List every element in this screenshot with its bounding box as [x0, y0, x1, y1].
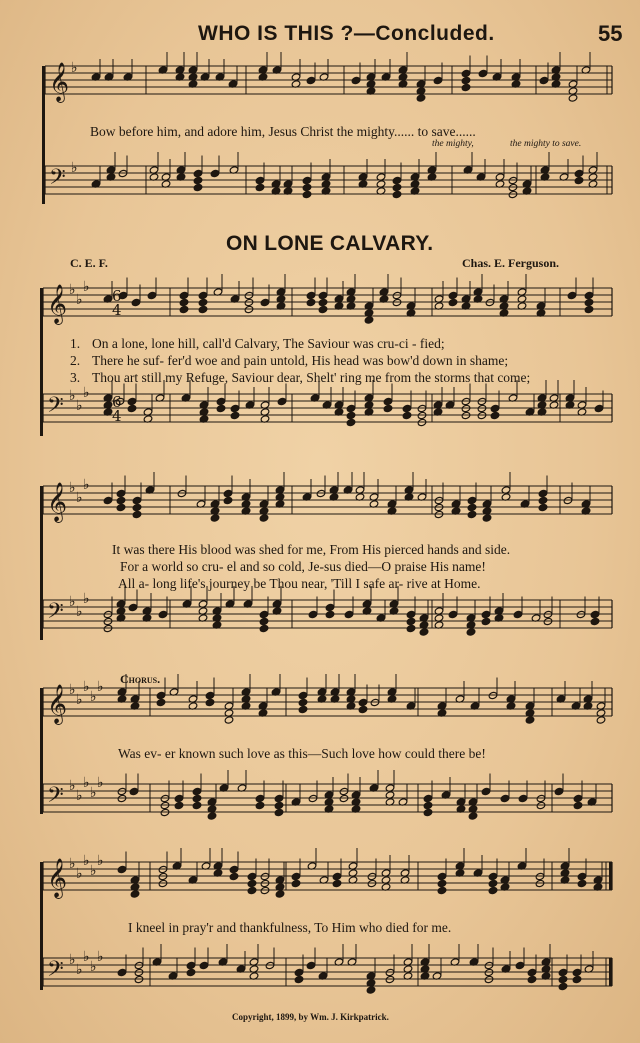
quarter-note [306, 291, 316, 299]
quarter-note [419, 628, 429, 636]
quarter-note [461, 83, 471, 91]
final-barline [609, 958, 612, 986]
quarter-note [572, 968, 582, 976]
quarter-note [358, 705, 368, 713]
prev-hymn-lyric: Bow before him, and adore him, Jesus Christ the mighty...... to save...... [90, 124, 476, 139]
prev-hymn-echo-2: the mighty to save. [510, 139, 582, 149]
quarter-note [572, 975, 582, 983]
key-signature-flat-icon: ♭ [76, 292, 83, 308]
quarter-note [364, 316, 374, 324]
quarter-note [132, 503, 142, 511]
quarter-note [467, 503, 477, 511]
time-signature-top: 6 [112, 287, 122, 305]
treble-clef-icon: 𝄞 [47, 858, 68, 898]
quarter-note [515, 961, 525, 969]
quarter-note [193, 176, 203, 184]
quarter-note [318, 291, 328, 299]
quarter-note [198, 291, 208, 299]
quarter-note [573, 801, 583, 809]
key-signature-flat-icon: ♭ [76, 604, 83, 620]
quarter-note [192, 801, 202, 809]
quarter-note [478, 69, 488, 77]
quarter-note [306, 76, 316, 84]
bass-clef-icon: 𝄢 [47, 957, 64, 987]
quarter-note [482, 514, 492, 522]
quarter-note [247, 886, 257, 894]
quarter-note [518, 794, 528, 802]
bass-clef-icon: 𝄢 [47, 599, 64, 629]
quarter-note [223, 489, 233, 497]
quarter-note [255, 176, 265, 184]
quarter-note [179, 298, 189, 306]
key-signature-flat-icon: ♭ [83, 775, 90, 791]
quarter-note [481, 610, 491, 618]
chorus-line-1: Was ev- er known such love as this—Such love how could there be! [118, 746, 486, 761]
verse-text: Thou art still my Refuge, Saviour dear, Shelt' ring me from the storms that come; [92, 370, 531, 385]
quarter-note [298, 698, 308, 706]
key-signature-flat-icon: ♭ [69, 778, 76, 794]
key-signature-flat-icon: ♭ [83, 679, 90, 695]
quarter-note [346, 404, 356, 412]
key-signature-flat-icon: ♭ [83, 591, 90, 607]
quarter-note [481, 617, 491, 625]
quarter-note [132, 510, 142, 518]
key-signature-flat-icon: ♭ [83, 853, 90, 869]
quarter-note [205, 698, 215, 706]
key-signature-flat-icon: ♭ [97, 853, 104, 869]
key-signature-flat-icon: ♭ [76, 866, 83, 882]
key-signature-flat-icon: ♭ [83, 279, 90, 295]
quarter-note [259, 514, 269, 522]
quarter-note [116, 489, 126, 497]
verse-2-line-1 [70, 353, 508, 369]
quarter-note [525, 716, 535, 724]
half-note [596, 716, 606, 724]
key-signature-flat-icon: ♭ [97, 679, 104, 695]
quarter-note [116, 496, 126, 504]
quarter-note [216, 397, 226, 405]
quarter-note [461, 76, 471, 84]
quarter-note [129, 787, 139, 795]
quarter-note [423, 794, 433, 802]
key-signature-flat-icon: ♭ [97, 949, 104, 965]
key-signature-flat-icon: ♭ [69, 682, 76, 698]
quarter-note [186, 968, 196, 976]
quarter-note [128, 603, 138, 611]
quarter-note [346, 411, 356, 419]
key-signature-flat-icon: ♭ [76, 398, 83, 414]
quarter-note [538, 496, 548, 504]
quarter-note [437, 872, 447, 880]
quarter-note [302, 190, 312, 198]
quarter-note [488, 879, 498, 887]
quarter-note [255, 183, 265, 191]
quarter-note [358, 698, 368, 706]
quarter-note [468, 812, 478, 820]
quarter-note [294, 968, 304, 976]
quarter-note [527, 968, 537, 976]
quarter-note [584, 305, 594, 313]
treble-clef-icon: 𝄞 [47, 482, 68, 522]
key-signature-flat-icon: ♭ [69, 856, 76, 872]
quarter-note [127, 404, 137, 412]
half-note [568, 94, 578, 102]
quarter-note [416, 94, 426, 102]
verse-number: 2. [70, 353, 81, 368]
quarter-note [174, 801, 184, 809]
quarter-note [156, 691, 166, 699]
quarter-note [584, 291, 594, 299]
quarter-note [577, 872, 587, 880]
quarter-note [574, 169, 584, 177]
key-signature-flat-icon: ♭ [90, 689, 97, 705]
quarter-note [179, 305, 189, 313]
quarter-note [205, 691, 215, 699]
quarter-note [158, 610, 168, 618]
quarter-note [198, 298, 208, 306]
quarter-note [567, 291, 577, 299]
key-signature-flat-icon: ♭ [83, 949, 90, 965]
key-signature-flat-icon: ♭ [69, 388, 76, 404]
quarter-note [259, 610, 269, 618]
quarter-note [132, 496, 142, 504]
quarter-note [275, 890, 285, 898]
quarter-note [423, 801, 433, 809]
bass-clef-icon: 𝄢 [47, 783, 64, 813]
quarter-note [306, 298, 316, 306]
quarter-note [207, 812, 217, 820]
verse-number: 1. [70, 336, 81, 351]
quarter-note [406, 610, 416, 618]
quarter-note [255, 794, 265, 802]
quarter-note [223, 496, 233, 504]
quarter-note [448, 298, 458, 306]
key-signature-flat-icon: ♭ [76, 788, 83, 804]
key-signature-flat-icon: ♭ [97, 775, 104, 791]
verse-3-line-2: All a- long life's journey be Thou near, 'Till I safe ar- rive at Home. [118, 576, 481, 591]
quarter-note [255, 801, 265, 809]
quarter-note [527, 975, 537, 983]
composer-name: Chas. E. Ferguson. [462, 256, 560, 270]
quarter-note [298, 705, 308, 713]
verse-1-line-1 [70, 336, 445, 352]
quarter-note [247, 872, 257, 880]
quarter-note [318, 305, 328, 313]
quarter-note [260, 298, 270, 306]
quarter-note [229, 872, 239, 880]
quarter-note [392, 190, 402, 198]
quarter-note [216, 404, 226, 412]
quarter-note [259, 617, 269, 625]
quarter-note [274, 801, 284, 809]
key-signature-flat-icon: ♭ [71, 160, 78, 176]
bass-clef-icon: 𝄢 [49, 165, 66, 195]
time-signature-top: 6 [112, 393, 122, 411]
quarter-note [306, 961, 316, 969]
quarter-note [406, 624, 416, 632]
quarter-note [186, 961, 196, 969]
verse-text: On a lone, lone hill, call'd Calvary, The Saviour was cru-ci - fied; [92, 336, 445, 351]
treble-clef-icon: 𝄞 [49, 62, 70, 102]
quarter-note [210, 514, 220, 522]
quarter-note [437, 879, 447, 887]
quarter-note [291, 879, 301, 887]
quarter-note [488, 886, 498, 894]
quarter-note [302, 176, 312, 184]
key-signature-flat-icon: ♭ [69, 282, 76, 298]
quarter-note [277, 397, 287, 405]
quarter-note [274, 808, 284, 816]
quarter-note [131, 298, 141, 306]
chorus-label: Chorus. [120, 672, 161, 686]
quarter-note [298, 691, 308, 699]
quarter-note [247, 879, 257, 887]
quarter-note [590, 610, 600, 618]
key-signature-flat-icon: ♭ [76, 962, 83, 978]
quarter-note [558, 975, 568, 983]
lyricist-initials: C. E. F. [70, 256, 108, 270]
quarter-note [147, 291, 157, 299]
quarter-note [325, 610, 335, 618]
quarter-note [230, 411, 240, 419]
quarter-note [366, 986, 376, 994]
quarter-note [467, 510, 477, 518]
quarter-note [448, 610, 458, 618]
quarter-note [402, 404, 412, 412]
half-note [224, 716, 234, 724]
quarter-note [500, 794, 510, 802]
quarter-note [513, 610, 523, 618]
quarter-note [332, 879, 342, 887]
hymn-title: ON LONE CALVARY. [226, 232, 434, 255]
quarter-note [230, 404, 240, 412]
verse-text: There he suf- fer'd woe and pain untold, His head was bow'd down in shame; [92, 353, 509, 368]
quarter-note [344, 610, 354, 618]
key-signature-flat-icon: ♭ [76, 490, 83, 506]
quarter-note [488, 872, 498, 880]
prev-hymn-echo-1: the mighty, [432, 139, 474, 149]
quarter-note [193, 183, 203, 191]
quarter-note [116, 503, 126, 511]
quarter-note [302, 183, 312, 191]
quarter-note [490, 411, 500, 419]
key-signature-flat-icon: ♭ [83, 477, 90, 493]
quarter-note [229, 865, 239, 873]
verse-3-line-1 [70, 370, 530, 386]
verse-2-line-2: For a world so cru- el and so cold, Je-sus died—O praise His name! [120, 559, 486, 574]
quarter-note [406, 617, 416, 625]
key-signature-flat-icon: ♭ [83, 385, 90, 401]
key-signature-flat-icon: ♭ [69, 952, 76, 968]
quarter-note [103, 496, 113, 504]
quarter-note [590, 617, 600, 625]
quarter-note [199, 961, 209, 969]
time-signature-bottom: 4 [112, 407, 122, 425]
quarter-note [130, 890, 140, 898]
quarter-note [437, 886, 447, 894]
quarter-note [318, 298, 328, 306]
quarter-note [308, 610, 318, 618]
quarter-note [291, 872, 301, 880]
key-signature-flat-icon: ♭ [90, 959, 97, 975]
quarter-note [448, 291, 458, 299]
final-barline [609, 862, 612, 890]
quarter-note [433, 76, 443, 84]
quarter-note [325, 603, 335, 611]
quarter-note [351, 76, 361, 84]
quarter-note [490, 404, 500, 412]
quarter-note [481, 787, 491, 795]
quarter-note [402, 411, 412, 419]
quarter-note [574, 176, 584, 184]
quarter-note [117, 865, 127, 873]
quarter-note [156, 698, 166, 706]
quarter-note [193, 169, 203, 177]
quarter-note [423, 808, 433, 816]
quarter-note [259, 624, 269, 632]
quarter-note [210, 169, 220, 177]
quarter-note [392, 176, 402, 184]
quarter-note [294, 975, 304, 983]
quarter-note [539, 76, 549, 84]
treble-clef-icon: 𝄞 [47, 684, 68, 724]
quarter-note [461, 69, 471, 77]
bass-clef-icon: 𝄢 [47, 393, 64, 423]
quarter-note [558, 968, 568, 976]
quarter-note [584, 298, 594, 306]
quarter-note [192, 787, 202, 795]
key-signature-flat-icon: ♭ [71, 60, 78, 76]
quarter-note [346, 418, 356, 426]
key-signature-flat-icon: ♭ [76, 692, 83, 708]
quarter-note [538, 503, 548, 511]
time-signature-bottom: 4 [112, 301, 122, 319]
quarter-note [192, 794, 202, 802]
key-signature-flat-icon: ♭ [90, 863, 97, 879]
quarter-note [573, 794, 583, 802]
quarter-note [274, 794, 284, 802]
quarter-note [383, 404, 393, 412]
quarter-note [179, 291, 189, 299]
quarter-note [577, 879, 587, 887]
quarter-note [392, 183, 402, 191]
quarter-note [594, 404, 604, 412]
key-signature-flat-icon: ♭ [69, 480, 76, 496]
copyright-notice: Copyright, 1899, by Wm. J. Kirkpatrick. [232, 1012, 389, 1022]
quarter-note [117, 968, 127, 976]
page-number: 55 [598, 21, 623, 46]
key-signature-flat-icon: ♭ [90, 785, 97, 801]
quarter-note [332, 872, 342, 880]
quarter-note [558, 982, 568, 990]
quarter-note [538, 489, 548, 497]
quarter-note [383, 397, 393, 405]
page-header-title: WHO IS THIS ?—Concluded. [198, 22, 495, 45]
key-signature-flat-icon: ♭ [69, 594, 76, 610]
quarter-note [127, 397, 137, 405]
treble-clef-icon: 𝄞 [47, 284, 68, 324]
quarter-note [466, 628, 476, 636]
verse-1-line-2: It was there His blood was shed for me, From His pierced hands and side. [112, 542, 511, 557]
verse-number: 3. [70, 370, 81, 385]
quarter-note [174, 794, 184, 802]
quarter-note [554, 787, 564, 795]
quarter-note [467, 496, 477, 504]
quarter-note [198, 305, 208, 313]
chorus-line-2: I kneel in pray'r and thankfulness, To Him who died for me. [128, 920, 452, 935]
